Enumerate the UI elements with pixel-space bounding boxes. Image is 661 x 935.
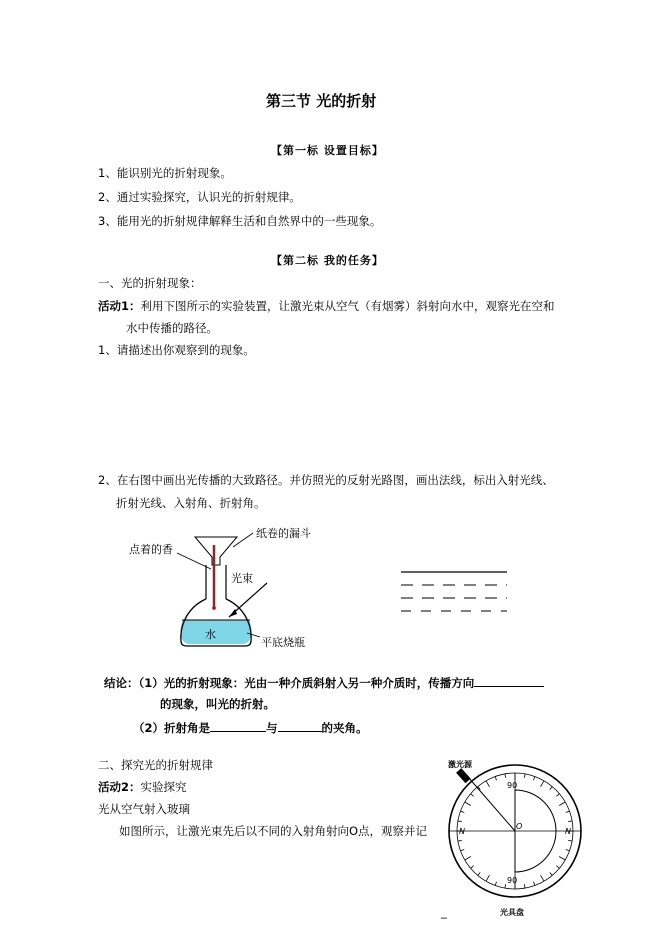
disc-tick [566,849,570,850]
laser-source-icon [456,768,471,783]
flask-apparatus-figure [125,525,325,653]
disc-tick [550,872,553,875]
activity1-text2: 水中传播的路径。 [126,321,218,335]
label-n-right: N [565,827,571,836]
disc-tick [524,774,525,778]
activity1-label: 活动1： [98,299,141,313]
optical-disc-figure [438,757,586,923]
disc-tick [568,821,572,822]
part2-subtitle: 光从空气射入玻璃 [98,802,190,816]
activity2-text: 实验探究 [140,780,187,794]
disc-tick [486,781,490,787]
disc-tick [486,875,490,881]
section1-heading: 【第一标 设置目标】 [271,144,384,157]
blank-angle-2[interactable] [278,719,322,732]
disc-tick [550,787,553,790]
water-surface-figure [395,568,515,618]
conclusion-line2 [133,719,368,736]
page-title: 第三节 光的折射 [266,92,377,110]
label-funnel: 纸卷的漏斗 [256,527,311,540]
goal-item-2: 2、通过实验探究，认识光的折射规律。 [98,190,301,204]
label-incense: 点着的香 [129,543,173,556]
label-laser: 激光源 [448,760,472,769]
question-1: 1、请描述出你观察到的现象。 [98,343,255,357]
disc-tick [505,774,506,778]
conclusion-label: 结论： [104,676,139,690]
label-o: O [516,822,523,831]
question-2-line2: 折射光线、入射角、折射角。 [116,496,266,510]
disc-tick [458,840,462,841]
goal-item-3: 3、能用光的折射规律解释生活和自然界中的一些现象。 [98,214,382,228]
label-beam: 光束 [231,572,253,585]
conclusion-text2c: 的夹角。 [321,721,368,735]
question-2-line1: 2、在右图中画出光传播的大致路径。并仿照光的反射光路图，画出法线，标出入射光线、 [98,473,554,487]
section2-heading: 【第二标 我的任务】 [271,254,384,267]
disc-tick [465,802,471,806]
disc-tick [541,781,545,787]
disc-tick [541,875,545,881]
disc-tick [471,866,474,869]
label-disc: 光具盘 [500,908,524,917]
disc-tick [505,884,506,888]
disc-tick [460,811,464,812]
label-water: 水 [205,628,216,641]
part1-title: 一、光的折射现象： [98,276,202,290]
disc-tick [524,884,525,888]
conclusion-text2b: 与 [266,721,278,735]
disc-tick [556,866,559,869]
disc-tick [533,776,534,780]
label-top-90: 90 [507,781,518,790]
conclusion-line1 [104,674,544,691]
disc-tick [460,849,464,850]
goal-item-1: 1、能识别光的折射现象。 [98,166,232,180]
activity1-line [98,298,555,314]
activity1-text: 利用下图所示的实验装置，让激光束从空气（有烟雾）斜射向水中，观察光在空和 [140,299,555,313]
activity2-label: 活动2： [98,780,141,794]
label-n-left: N [459,827,465,836]
disc-tick [495,776,496,780]
blank-angle-1[interactable] [210,719,266,732]
blank-direction[interactable] [474,674,544,687]
activity2-line [98,779,187,795]
disc-tick [495,882,496,886]
disc-tick [566,811,570,812]
label-bottom-90: 90 [507,876,518,885]
disc-tick [471,794,474,797]
part2-description: 如图所示，让激光束先后以不同的入射角射向O点，观察并记 [119,824,428,838]
disc-tick [478,872,481,875]
conclusion-text1: （1）光的折射现象：光由一种介质斜射入另一种介质时，传播方向 [138,676,475,690]
disc-tick [568,840,572,841]
disc-tick [559,857,565,861]
label-flask: 平底烧瓶 [261,636,305,649]
conclusion-text2a: （2）折射角是 [133,721,211,735]
disc-tick [556,794,559,797]
disc-tick [559,802,565,806]
conclusion-line1b: 的现象，叫光的折射。 [160,697,275,711]
disc-tick [465,857,471,861]
footer-mark: _ [441,905,447,919]
disc-tick [458,821,462,822]
water [180,620,251,644]
disc-tick [533,882,534,886]
part2-title: 二、探究光的折射规律 [98,758,213,772]
